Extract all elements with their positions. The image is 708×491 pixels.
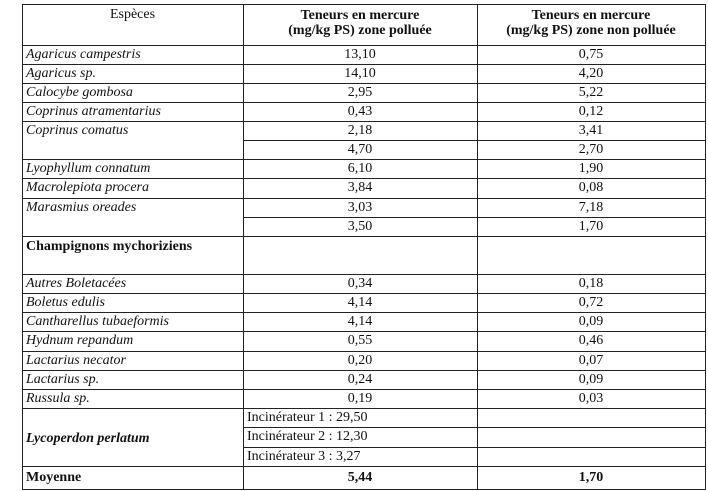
- value-non-polluted: 2,70: [578, 142, 604, 157]
- average-polluted: 5,44: [347, 470, 373, 485]
- value-polluted: 0,34: [347, 276, 373, 291]
- value-polluted: 4,70: [347, 142, 373, 157]
- header-nonpolluted-1: Teneurs en mercure: [531, 8, 651, 23]
- value-non-polluted: 0,03: [578, 391, 604, 406]
- value-non-polluted: 7,18: [578, 200, 604, 215]
- average-non-polluted: 1,70: [578, 470, 604, 485]
- section-title: Champignons mychoriziens: [26, 239, 193, 254]
- value-non-polluted: 0,07: [578, 353, 604, 368]
- incinerator-value: Incinérateur 3 : 3,27: [247, 449, 361, 464]
- value-non-polluted: 3,41: [578, 123, 604, 138]
- species-name: Russula sp.: [26, 391, 90, 406]
- header-polluted-1: Teneurs en mercure: [300, 8, 420, 23]
- table-rule: [705, 4, 706, 490]
- value-polluted: 6,10: [347, 161, 373, 176]
- value-polluted: 3,50: [347, 219, 373, 234]
- value-polluted: 0,19: [347, 391, 373, 406]
- value-non-polluted: 0,09: [578, 314, 604, 329]
- species-name: Marasmius oreades: [26, 200, 137, 215]
- value-non-polluted: 4,20: [578, 66, 604, 81]
- table-rule: [22, 489, 705, 490]
- value-non-polluted: 0,18: [578, 276, 604, 291]
- value-polluted: 3,84: [347, 180, 373, 195]
- value-polluted: 0,43: [347, 104, 373, 119]
- value-non-polluted: 5,22: [578, 85, 604, 100]
- value-non-polluted: 0,46: [578, 333, 604, 348]
- value-non-polluted: 0,09: [578, 372, 604, 387]
- table-rule: [22, 236, 705, 237]
- value-polluted: 2,95: [347, 85, 373, 100]
- species-name: Coprinus atramentarius: [26, 104, 161, 119]
- species-name: Lyophyllum connatum: [26, 161, 151, 176]
- incinerator-value: Incinérateur 1 : 29,50: [247, 410, 368, 425]
- species-name: Coprinus comatus: [26, 123, 129, 138]
- species-name: Agaricus sp.: [26, 66, 96, 81]
- species-name: Autres Boletacées: [26, 276, 127, 291]
- value-polluted: 4,14: [347, 295, 373, 310]
- value-non-polluted: 0,12: [578, 104, 604, 119]
- table-rule: [22, 4, 23, 490]
- value-non-polluted: 1,70: [578, 219, 604, 234]
- lycoperdon-species: Lycoperdon perlatum: [26, 431, 150, 446]
- value-polluted: 14,10: [344, 66, 376, 81]
- table-rule: [22, 4, 705, 5]
- header-polluted-2: (mg/kg PS) zone polluée: [288, 23, 432, 38]
- value-non-polluted: 0,08: [578, 180, 604, 195]
- value-non-polluted: 1,90: [578, 161, 604, 176]
- incinerator-value: Incinérateur 2 : 12,30: [247, 429, 368, 444]
- species-name: Lactarius sp.: [26, 372, 100, 387]
- value-polluted: 0,24: [347, 372, 373, 387]
- header-species: Espèces: [109, 7, 156, 22]
- average-label: Moyenne: [26, 470, 82, 485]
- value-polluted: 3,03: [347, 200, 373, 215]
- value-polluted: 13,10: [344, 47, 376, 62]
- species-name: Calocybe gombosa: [26, 85, 133, 100]
- value-polluted: 0,20: [347, 353, 373, 368]
- species-name: Cantharellus tubaeformis: [26, 314, 169, 329]
- value-non-polluted: 0,75: [578, 47, 604, 62]
- header-nonpolluted-2: (mg/kg PS) zone non polluée: [506, 23, 676, 38]
- species-name: Agaricus campestris: [26, 47, 141, 62]
- species-name: Hydnum repandum: [26, 333, 134, 348]
- species-name: Boletus edulis: [26, 295, 105, 310]
- table-rule: [22, 274, 705, 275]
- table-rule: [22, 466, 705, 467]
- value-non-polluted: 0,72: [578, 295, 604, 310]
- species-name: Macrolepiota procera: [26, 180, 149, 195]
- species-name: Lactarius necator: [26, 353, 126, 368]
- value-polluted: 4,14: [347, 314, 373, 329]
- value-polluted: 2,18: [347, 123, 373, 138]
- value-polluted: 0,55: [347, 333, 373, 348]
